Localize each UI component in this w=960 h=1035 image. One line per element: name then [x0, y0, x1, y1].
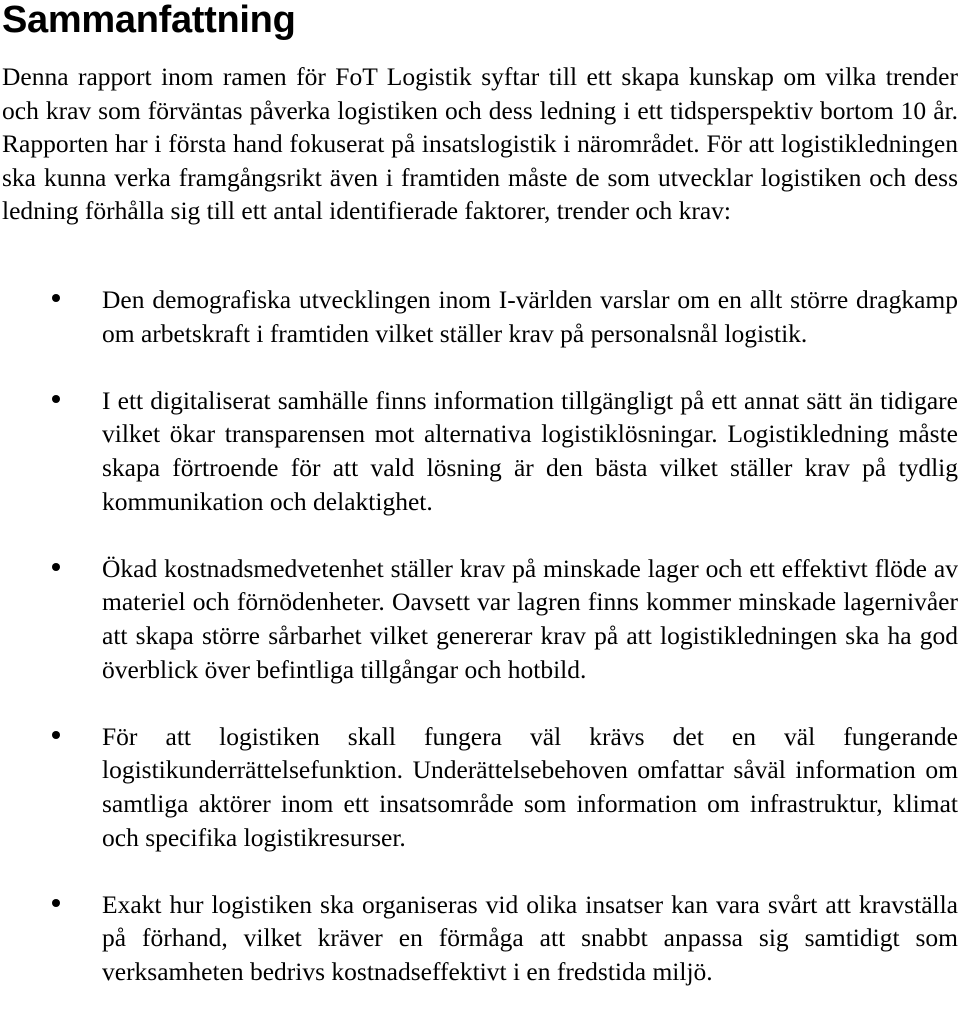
requirements-list	[0, 283, 960, 1022]
list-item	[0, 552, 960, 686]
list-item-text: Den demografiska utvecklingen inom I-världen varslar om en allt större dragkamp om arbetskraft i framtiden vilket ställer krav på personalsnål logistik.	[102, 285, 958, 348]
list-item	[0, 888, 960, 989]
list-item-text: Ökad kostnadsmedvetenhet ställer krav på minskade lager och ett effektivt flöde av materiel och förnödenheter. Oavsett var lagren finns kommer minskade lagernivåer att skapa större sårbarhet vilket genererar krav på att logistikledningen ska ha god överblick över befintliga tillgångar och hotbild.	[102, 553, 958, 684]
list-item-text: I ett digitaliserat samhälle finns information tillgängligt på ett annat sätt än tidigare vilket ökar transparensen mot alternativa logistiklösningar. Logistikledning måste skapa förtroende för att vald lösning är den bästa vilket ställer krav på tydlig kommunikation och delaktighet.	[102, 385, 958, 516]
bullet-icon	[52, 395, 60, 403]
list-item	[0, 384, 960, 518]
list-item-text: Exakt hur logistiken ska organiseras vid olika insatser kan vara svårt att kravställa på förhand, vilket kräver en förmåga att snabbt anpassa sig samtidigt som verksamheten bedrivs kostnadseffektivt i en fredstida miljö.	[102, 889, 958, 986]
intro-paragraph: Denna rapport inom ramen för FoT Logistik syftar till ett skapa kunskap om vilka trender och krav som förväntas påverka logistiken och dess ledning i ett tidsperspektiv bortom 10 år. Rapporten har i första hand fokuserat på insatslogistik i närområdet. För att logistikledningen ska kunna verka framgångsrikt även i framtiden måste de som utvecklar logistiken och dess ledning förhålla sig till ett antal identifierade faktorer, trender och krav:	[2, 62, 958, 226]
section-heading: Sammanfattning	[2, 0, 296, 41]
bullet-icon	[52, 731, 60, 739]
bullet-icon	[52, 563, 60, 571]
list-item-text: För att logistiken skall fungera väl krävs det en väl fungerande logistikunderrättelsefunktion. Underättelsebehoven omfattar såväl information om samtliga aktörer inom ett insatsområde som information om infrastruktur, klimat och specifika logistikresurser.	[102, 721, 958, 852]
bullet-icon	[52, 294, 60, 302]
list-item	[0, 283, 960, 350]
bullet-icon	[52, 899, 60, 907]
list-item	[0, 720, 960, 854]
